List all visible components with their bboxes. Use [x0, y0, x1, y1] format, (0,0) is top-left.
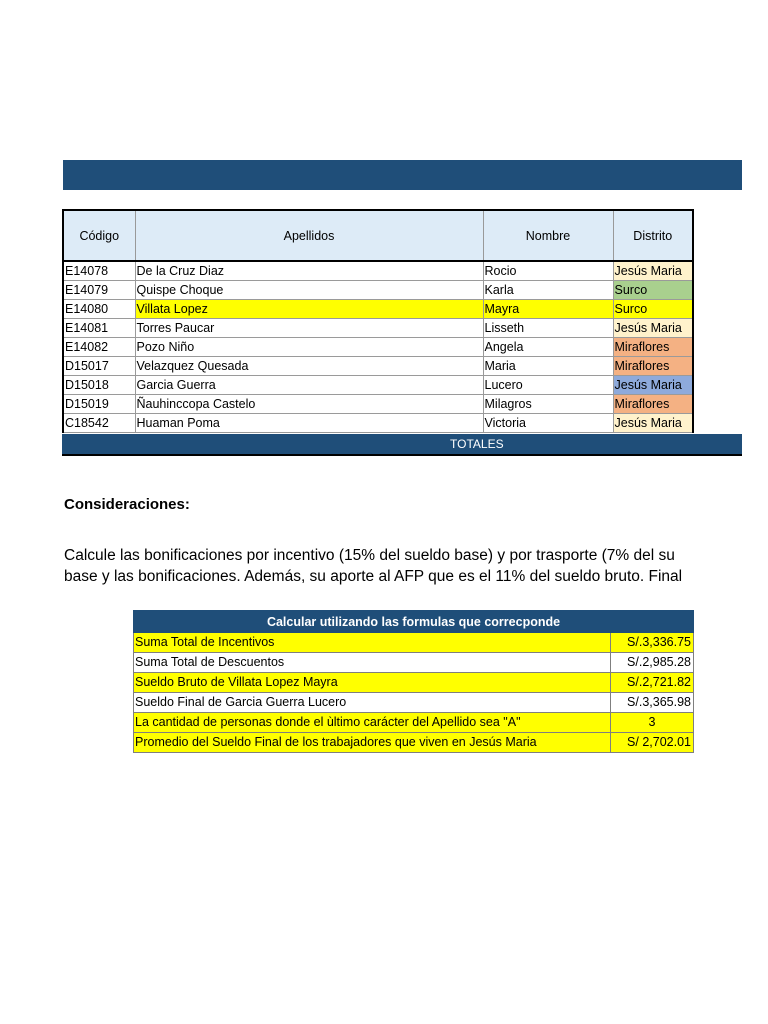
- cell-distrito[interactable]: Miraflores: [613, 395, 693, 414]
- table-row: [63, 300, 693, 319]
- calc-label[interactable]: Suma Total de Descuentos: [134, 653, 611, 673]
- calc-header: Calcular utilizando las formulas que correcponde: [134, 611, 694, 633]
- calc-row: [134, 733, 694, 753]
- calc-label[interactable]: Sueldo Final de Garcia Guerra Lucero: [134, 693, 611, 713]
- cell-nombre[interactable]: Lisseth: [483, 319, 613, 338]
- calc-label[interactable]: Promedio del Sueldo Final de los trabajadores que viven en Jesús Maria: [134, 733, 611, 753]
- cell-apellidos[interactable]: Torres Paucar: [135, 319, 483, 338]
- calc-row: [134, 673, 694, 693]
- calc-value[interactable]: 3: [611, 713, 694, 733]
- calc-row: [134, 633, 694, 653]
- considerations-text: [64, 545, 768, 587]
- calc-table: [133, 610, 694, 753]
- table-row: [63, 357, 693, 376]
- table-row: [63, 319, 693, 338]
- table-row: [63, 281, 693, 300]
- header-distrito: Distrito: [613, 210, 693, 261]
- cell-nombre[interactable]: Rocio: [483, 261, 613, 281]
- calc-value[interactable]: S/.3,365.98: [611, 693, 694, 713]
- cell-distrito[interactable]: Jesús Maria: [613, 319, 693, 338]
- employees-header-row: [63, 210, 693, 261]
- cell-distrito[interactable]: Miraflores: [613, 338, 693, 357]
- cell-apellidos[interactable]: Garcia Guerra: [135, 376, 483, 395]
- calc-value[interactable]: S/.2,985.28: [611, 653, 694, 673]
- calc-row: [134, 653, 694, 673]
- table-row: [63, 395, 693, 414]
- calc-value[interactable]: S/ 2,702.01: [611, 733, 694, 753]
- cell-codigo[interactable]: D15019: [63, 395, 135, 414]
- employees-table: [62, 209, 694, 433]
- cell-codigo[interactable]: D15017: [63, 357, 135, 376]
- considerations-line-1: Calcule las bonificaciones por incentivo (15% del sueldo base) y por trasporte (7% del su: [64, 547, 675, 564]
- cell-distrito[interactable]: Surco: [613, 300, 693, 319]
- cell-codigo[interactable]: E14079: [63, 281, 135, 300]
- cell-apellidos[interactable]: Huaman Poma: [135, 414, 483, 433]
- cell-codigo[interactable]: E14080: [63, 300, 135, 319]
- cell-codigo[interactable]: C18542: [63, 414, 135, 433]
- totals-bar: [62, 434, 742, 456]
- cell-nombre[interactable]: Victoria: [483, 414, 613, 433]
- considerations-title: Consideraciones:: [64, 496, 190, 513]
- cell-codigo[interactable]: E14082: [63, 338, 135, 357]
- calc-value[interactable]: S/.2,721.82: [611, 673, 694, 693]
- header-codigo: Código: [63, 210, 135, 261]
- cell-apellidos[interactable]: De la Cruz Diaz: [135, 261, 483, 281]
- cell-codigo[interactable]: D15018: [63, 376, 135, 395]
- table-row: [63, 261, 693, 281]
- cell-distrito[interactable]: Surco: [613, 281, 693, 300]
- considerations-line-2: base y las bonificaciones. Además, su aporte al AFP que es el 11% del sueldo bruto. Final: [64, 568, 683, 585]
- calc-header-row: [134, 611, 694, 633]
- cell-distrito[interactable]: Jesús Maria: [613, 414, 693, 433]
- cell-distrito[interactable]: Jesús Maria: [613, 376, 693, 395]
- calc-value[interactable]: S/.3,336.75: [611, 633, 694, 653]
- header-apellidos: Apellidos: [135, 210, 483, 261]
- title-bar: [63, 160, 742, 190]
- calc-row: [134, 713, 694, 733]
- header-nombre: Nombre: [483, 210, 613, 261]
- cell-nombre[interactable]: Maria: [483, 357, 613, 376]
- cell-codigo[interactable]: E14081: [63, 319, 135, 338]
- cell-apellidos[interactable]: Quispe Choque: [135, 281, 483, 300]
- cell-distrito[interactable]: Miraflores: [613, 357, 693, 376]
- cell-distrito[interactable]: Jesús Maria: [613, 261, 693, 281]
- table-row: [63, 414, 693, 433]
- cell-apellidos[interactable]: Ñauhinccopa Castelo: [135, 395, 483, 414]
- table-row: [63, 376, 693, 395]
- cell-nombre[interactable]: Mayra: [483, 300, 613, 319]
- table-row: [63, 338, 693, 357]
- cell-apellidos[interactable]: Velazquez Quesada: [135, 357, 483, 376]
- totals-label: TOTALES: [450, 437, 504, 451]
- calc-label[interactable]: La cantidad de personas donde el ùltimo carácter del Apellido sea "A": [134, 713, 611, 733]
- calc-label[interactable]: Suma Total de Incentivos: [134, 633, 611, 653]
- calc-row: [134, 693, 694, 713]
- cell-nombre[interactable]: Milagros: [483, 395, 613, 414]
- cell-nombre[interactable]: Karla: [483, 281, 613, 300]
- cell-nombre[interactable]: Angela: [483, 338, 613, 357]
- cell-apellidos[interactable]: Villata Lopez: [135, 300, 483, 319]
- cell-codigo[interactable]: E14078: [63, 261, 135, 281]
- calc-label[interactable]: Sueldo Bruto de Villata Lopez Mayra: [134, 673, 611, 693]
- cell-nombre[interactable]: Lucero: [483, 376, 613, 395]
- cell-apellidos[interactable]: Pozo Niño: [135, 338, 483, 357]
